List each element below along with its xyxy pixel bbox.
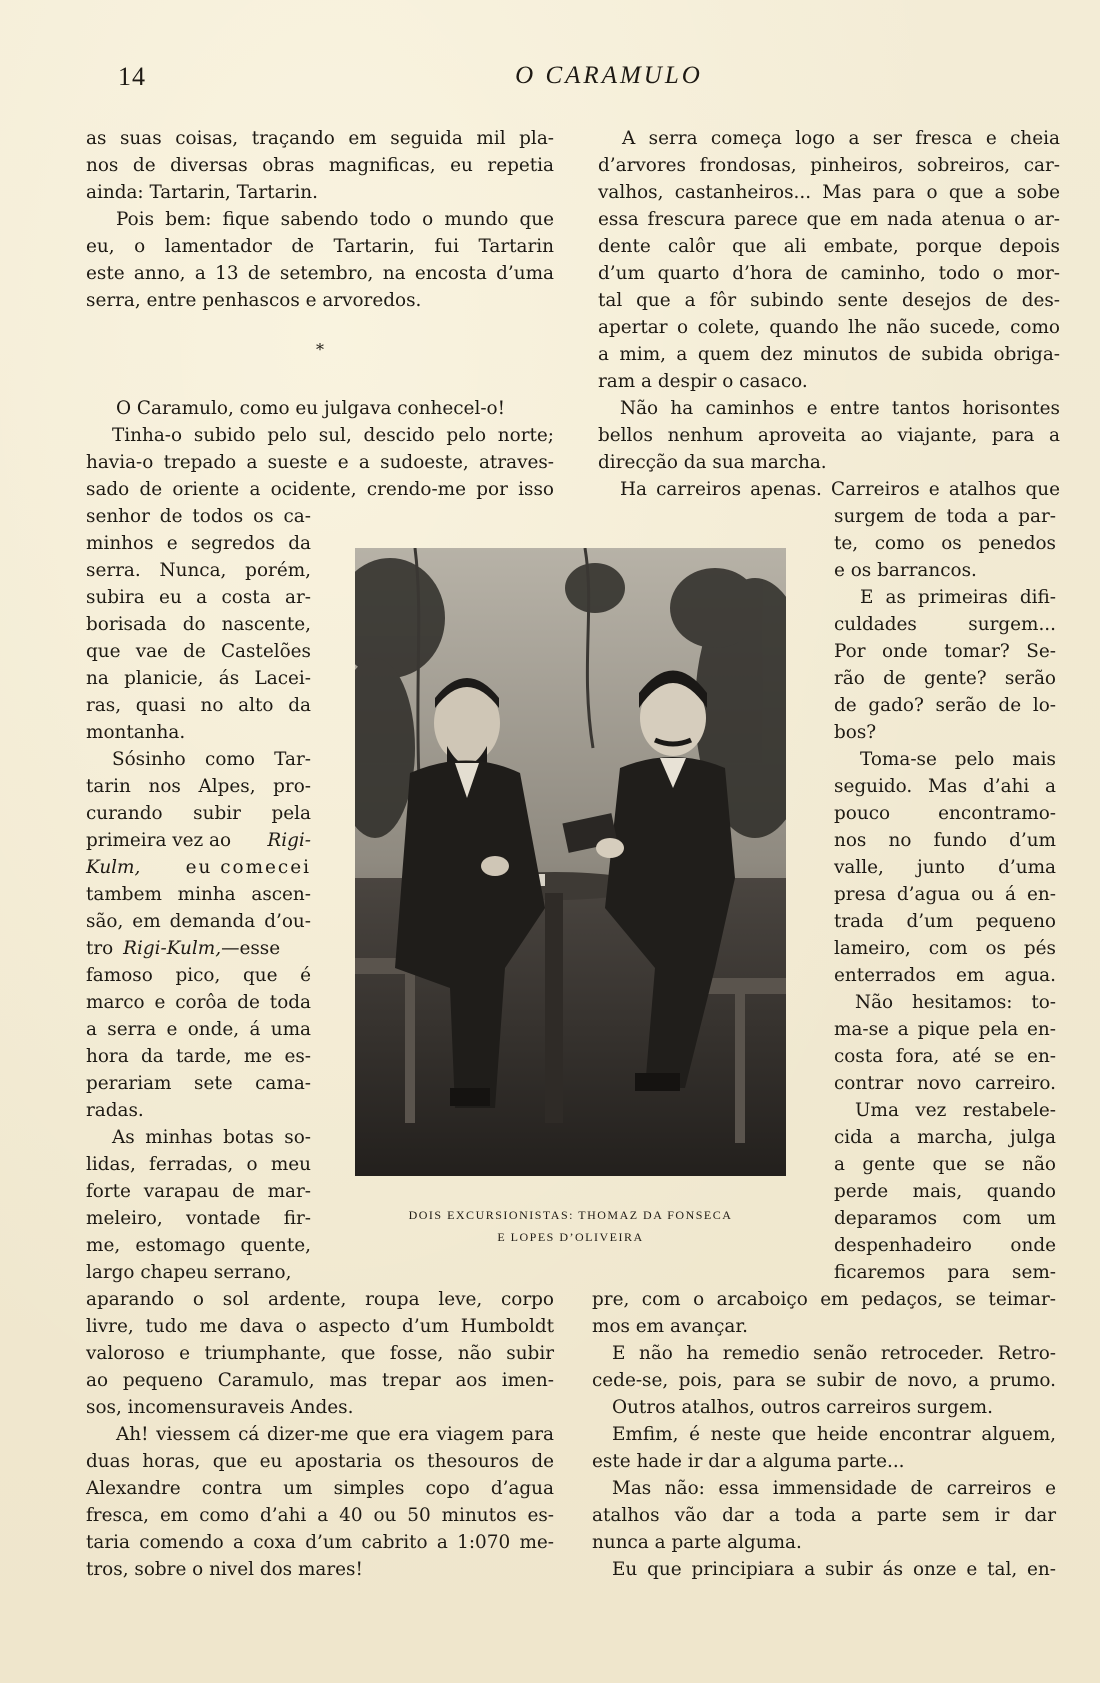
right-bottom-line: este hade ir dar a alguma parte...: [592, 1451, 905, 1472]
section-asterisk: *: [316, 340, 324, 359]
right-top-line: d’arvores frondosas, pinheiros, sobreiros, car-: [598, 155, 1060, 176]
right-bottom-line: cede-se, pois, para se subir de novo, a prumo.: [592, 1370, 1056, 1391]
right-top-line: tal que a fôr subindo sente desejos de des-: [598, 290, 1060, 311]
right-top-line: bellos nenhum aproveita ao viajante, para a: [598, 425, 1060, 446]
right-narrow-line: Por onde tomar? Se-: [834, 641, 1056, 662]
left-narrow-line: famoso pico, que é: [86, 965, 311, 986]
right-narrow-line: contrar novo carreiro.: [834, 1073, 1056, 1094]
right-narrow-line: lameiro, com os pés: [834, 938, 1056, 959]
right-narrow-line: nos no fundo d’um: [834, 830, 1056, 851]
left-narrow-line: minhos e segredos da: [86, 533, 311, 554]
left-mid-line: O Caramulo, como eu julgava conhecel-o!: [116, 398, 505, 419]
left-narrow-line: serra. Nunca, porém,: [86, 560, 311, 581]
photo-caption: E LOPES D’OLIVEIRA: [497, 1230, 644, 1244]
left-bottom-line: Ah! viessem cá dizer-me que era viagem para: [116, 1424, 554, 1445]
left-narrow-line: As minhas botas so-: [112, 1127, 311, 1148]
place-name: Rigi-Kulm,: [123, 938, 222, 959]
right-narrow-line: Uma vez restabele-: [855, 1100, 1056, 1121]
place-name: Kulm,: [86, 857, 141, 878]
right-narrow-line: a gente que se não: [834, 1154, 1056, 1175]
right-bottom-line: Eu que principiara a subir ás onze e tal, en-: [612, 1559, 1056, 1580]
right-top-line: a mim, a quem dez minutos de subida obriga-: [598, 344, 1060, 365]
inline-text: eu comecei: [185, 857, 311, 878]
left-narrow-line: na planicie, ás Lacei-: [86, 668, 311, 689]
left-narrow-line: são, em demanda d’ou-: [86, 911, 311, 932]
left-narrow-line: Sósinho como Tar-: [112, 749, 311, 770]
right-narrow-line: cida a marcha, julga: [834, 1127, 1056, 1148]
inline-text: tro: [86, 938, 114, 959]
left-top-line: Pois bem: fique sabendo todo o mundo que: [116, 209, 554, 230]
right-bottom-line: Emfim, é neste que heide encontrar alguem,: [612, 1424, 1056, 1445]
right-narrow-line: seguido. Mas d’ahi a: [834, 776, 1056, 797]
right-narrow-line: de gado? serão de lo-: [834, 695, 1056, 716]
left-mid-line: Tinha-o subido pelo sul, descido pelo norte;: [112, 425, 554, 446]
right-narrow-line: bos?: [834, 722, 877, 743]
left-top-line: ainda: Tartarin, Tartarin.: [86, 182, 318, 203]
right-narrow-line: perde mais, quando: [834, 1181, 1056, 1202]
left-narrow-line: montanha.: [86, 722, 186, 743]
inline-text: primeira vez ao: [86, 830, 232, 851]
left-bottom-line: Alexandre contra um simples copo d’agua: [86, 1478, 554, 1499]
left-bottom-line: ao pequeno Caramulo, mas trepar aos imen-: [86, 1370, 554, 1391]
left-narrow-line: que vae de Castelões: [86, 641, 311, 662]
right-bottom-line: mos em avançar.: [592, 1316, 749, 1337]
left-narrow-line: subira eu a costa ar-: [86, 587, 311, 608]
photo-illustration: [355, 548, 786, 1176]
left-bottom-line: valoroso e triumphante, que fosse, não subir: [86, 1343, 554, 1364]
right-narrow-line: costa fora, até se en-: [834, 1046, 1056, 1067]
left-bottom-line: taria comendo a coxa d’um cabrito a 1:070 me-: [86, 1532, 554, 1553]
right-narrow-line: Toma-se pelo mais: [860, 749, 1056, 770]
left-narrow-line: lidas, ferradas, o meu: [86, 1154, 311, 1175]
right-narrow-line: valle, junto d’uma: [834, 857, 1056, 878]
right-narrow-line: ma-se a pique pela en-: [834, 1019, 1056, 1040]
right-top-line: dente calôr que ali embate, porque depois: [598, 236, 1060, 257]
place-name: Rigi-: [267, 830, 311, 851]
left-narrow-line: perariam sete cama-: [86, 1073, 311, 1094]
left-top-line: nos de diversas obras magnificas, eu repetia: [86, 155, 554, 176]
right-bottom-line: Outros atalhos, outros carreiros surgem.: [612, 1397, 993, 1418]
left-narrow-line: ras, quasi no alto da: [86, 695, 311, 716]
left-bottom-line: aparando o sol ardente, roupa leve, corpo: [86, 1289, 554, 1310]
right-narrow-line: culdades surgem...: [834, 614, 1056, 635]
running-title: O CARAMULO: [515, 62, 703, 89]
page-number: 14: [118, 62, 146, 91]
right-bottom-line: E não ha remedio senão retroceder. Retro-: [612, 1343, 1056, 1364]
left-narrow-line: curando subir pela: [86, 803, 311, 824]
right-top-line: Ha carreiros apenas. Carreiros e atalhos que: [620, 479, 1060, 500]
photo-caption: DOIS EXCURSIONISTAS: THOMAZ DA FONSECA: [408, 1208, 733, 1222]
right-narrow-line: e os barrancos.: [834, 560, 977, 581]
left-bottom-line: sos, incomensuraveis Andes.: [86, 1397, 354, 1418]
right-top-line: ram a despir o casaco.: [598, 371, 808, 392]
left-narrow-line: borisada do nascente,: [86, 614, 311, 635]
left-top-line: as suas coisas, traçando em seguida mil pla-: [86, 128, 554, 149]
right-narrow-line: ficaremos para sem-: [834, 1262, 1056, 1283]
left-top-line: eu, o lamentador de Tartarin, fui Tartarin: [86, 236, 554, 257]
right-bottom-line: Mas não: essa immensidade de carreiros e: [612, 1478, 1056, 1499]
left-narrow-line: senhor de todos os ca-: [86, 506, 311, 527]
right-bottom-line: atalhos vão dar a toda a parte sem ir dar: [592, 1505, 1056, 1526]
left-mid-line: havia-o trepado a sueste e a sudoeste, atraves-: [86, 452, 554, 473]
left-narrow-line: [86, 827, 311, 854]
right-narrow-line: deparamos com um: [834, 1208, 1056, 1229]
left-narrow-line: hora da tarde, me es-: [86, 1046, 311, 1067]
right-narrow-line: presa d’agua ou á en-: [834, 884, 1056, 905]
left-narrow-line: forte varapau de mar-: [86, 1181, 311, 1202]
right-narrow-line: rão de gente? serão: [834, 668, 1056, 689]
left-bottom-line: fresca, em como d’ahi a 40 ou 50 minutos es-: [86, 1505, 554, 1526]
right-narrow-line: te, como os penedos: [834, 533, 1056, 554]
left-narrow-line: a serra e onde, á uma: [86, 1019, 311, 1040]
left-bottom-line: duas horas, que eu apostaria os thesouros de: [86, 1451, 554, 1472]
left-narrow-line: meleiro, vontade fir-: [86, 1208, 311, 1229]
left-narrow-line: largo chapeu serrano,: [86, 1262, 292, 1283]
right-top-line: Não ha caminhos e entre tantos horisontes: [620, 398, 1060, 419]
right-top-line: d’um quarto d’hora de caminho, todo o mor-: [598, 263, 1060, 284]
right-top-line: A serra começa logo a ser fresca e cheia: [622, 128, 1060, 149]
right-narrow-line: Não hesitamos: to-: [855, 992, 1056, 1013]
right-top-line: essa frescura parece que em nada atenua o ar-: [598, 209, 1060, 230]
right-top-line: valhos, castanheiros... Mas para o que a sobe: [598, 182, 1060, 203]
left-top-line: serra, entre penhascos e arvoredos.: [86, 290, 422, 311]
photograph-two-excursionists: [355, 548, 786, 1176]
left-bottom-line: livre, tudo me dava o aspecto d’um Humboldt: [86, 1316, 554, 1337]
left-narrow-line: [86, 854, 311, 881]
left-narrow-line: tambem minha ascen-: [86, 884, 311, 905]
left-narrow-line: [86, 935, 311, 962]
left-narrow-line: radas.: [86, 1100, 144, 1121]
left-bottom-line: tros, sobre o nivel dos mares!: [86, 1559, 363, 1580]
left-top-line: este anno, a 13 de setembro, na encosta d’uma: [86, 263, 554, 284]
right-top-line: apertar o colete, quando lhe não sucede, como: [598, 317, 1060, 338]
right-narrow-line: E as primeiras difi-: [860, 587, 1056, 608]
page-header: [0, 62, 1100, 102]
right-narrow-line: pouco encontramo-: [834, 803, 1056, 824]
right-narrow-line: despenhadeiro onde: [834, 1235, 1056, 1256]
right-bottom-line: nunca a parte alguma.: [592, 1532, 802, 1553]
inline-text: —esse: [221, 938, 281, 959]
left-narrow-line: marco e corôa de toda: [86, 992, 311, 1013]
right-narrow-line: enterrados em agua.: [834, 965, 1056, 986]
left-mid-line: sado de oriente a ocidente, crendo-me por isso: [86, 479, 554, 500]
left-narrow-line: me, estomago quente,: [86, 1235, 311, 1256]
right-top-line: direcção da sua marcha.: [598, 452, 827, 473]
right-narrow-line: trada d’um pequeno: [834, 911, 1056, 932]
right-narrow-line: surgem de toda a par-: [834, 506, 1056, 527]
left-narrow-line: tarin nos Alpes, pro-: [86, 776, 311, 797]
right-bottom-line: pre, com o arcaboiço em pedaços, se teimar-: [592, 1289, 1056, 1310]
